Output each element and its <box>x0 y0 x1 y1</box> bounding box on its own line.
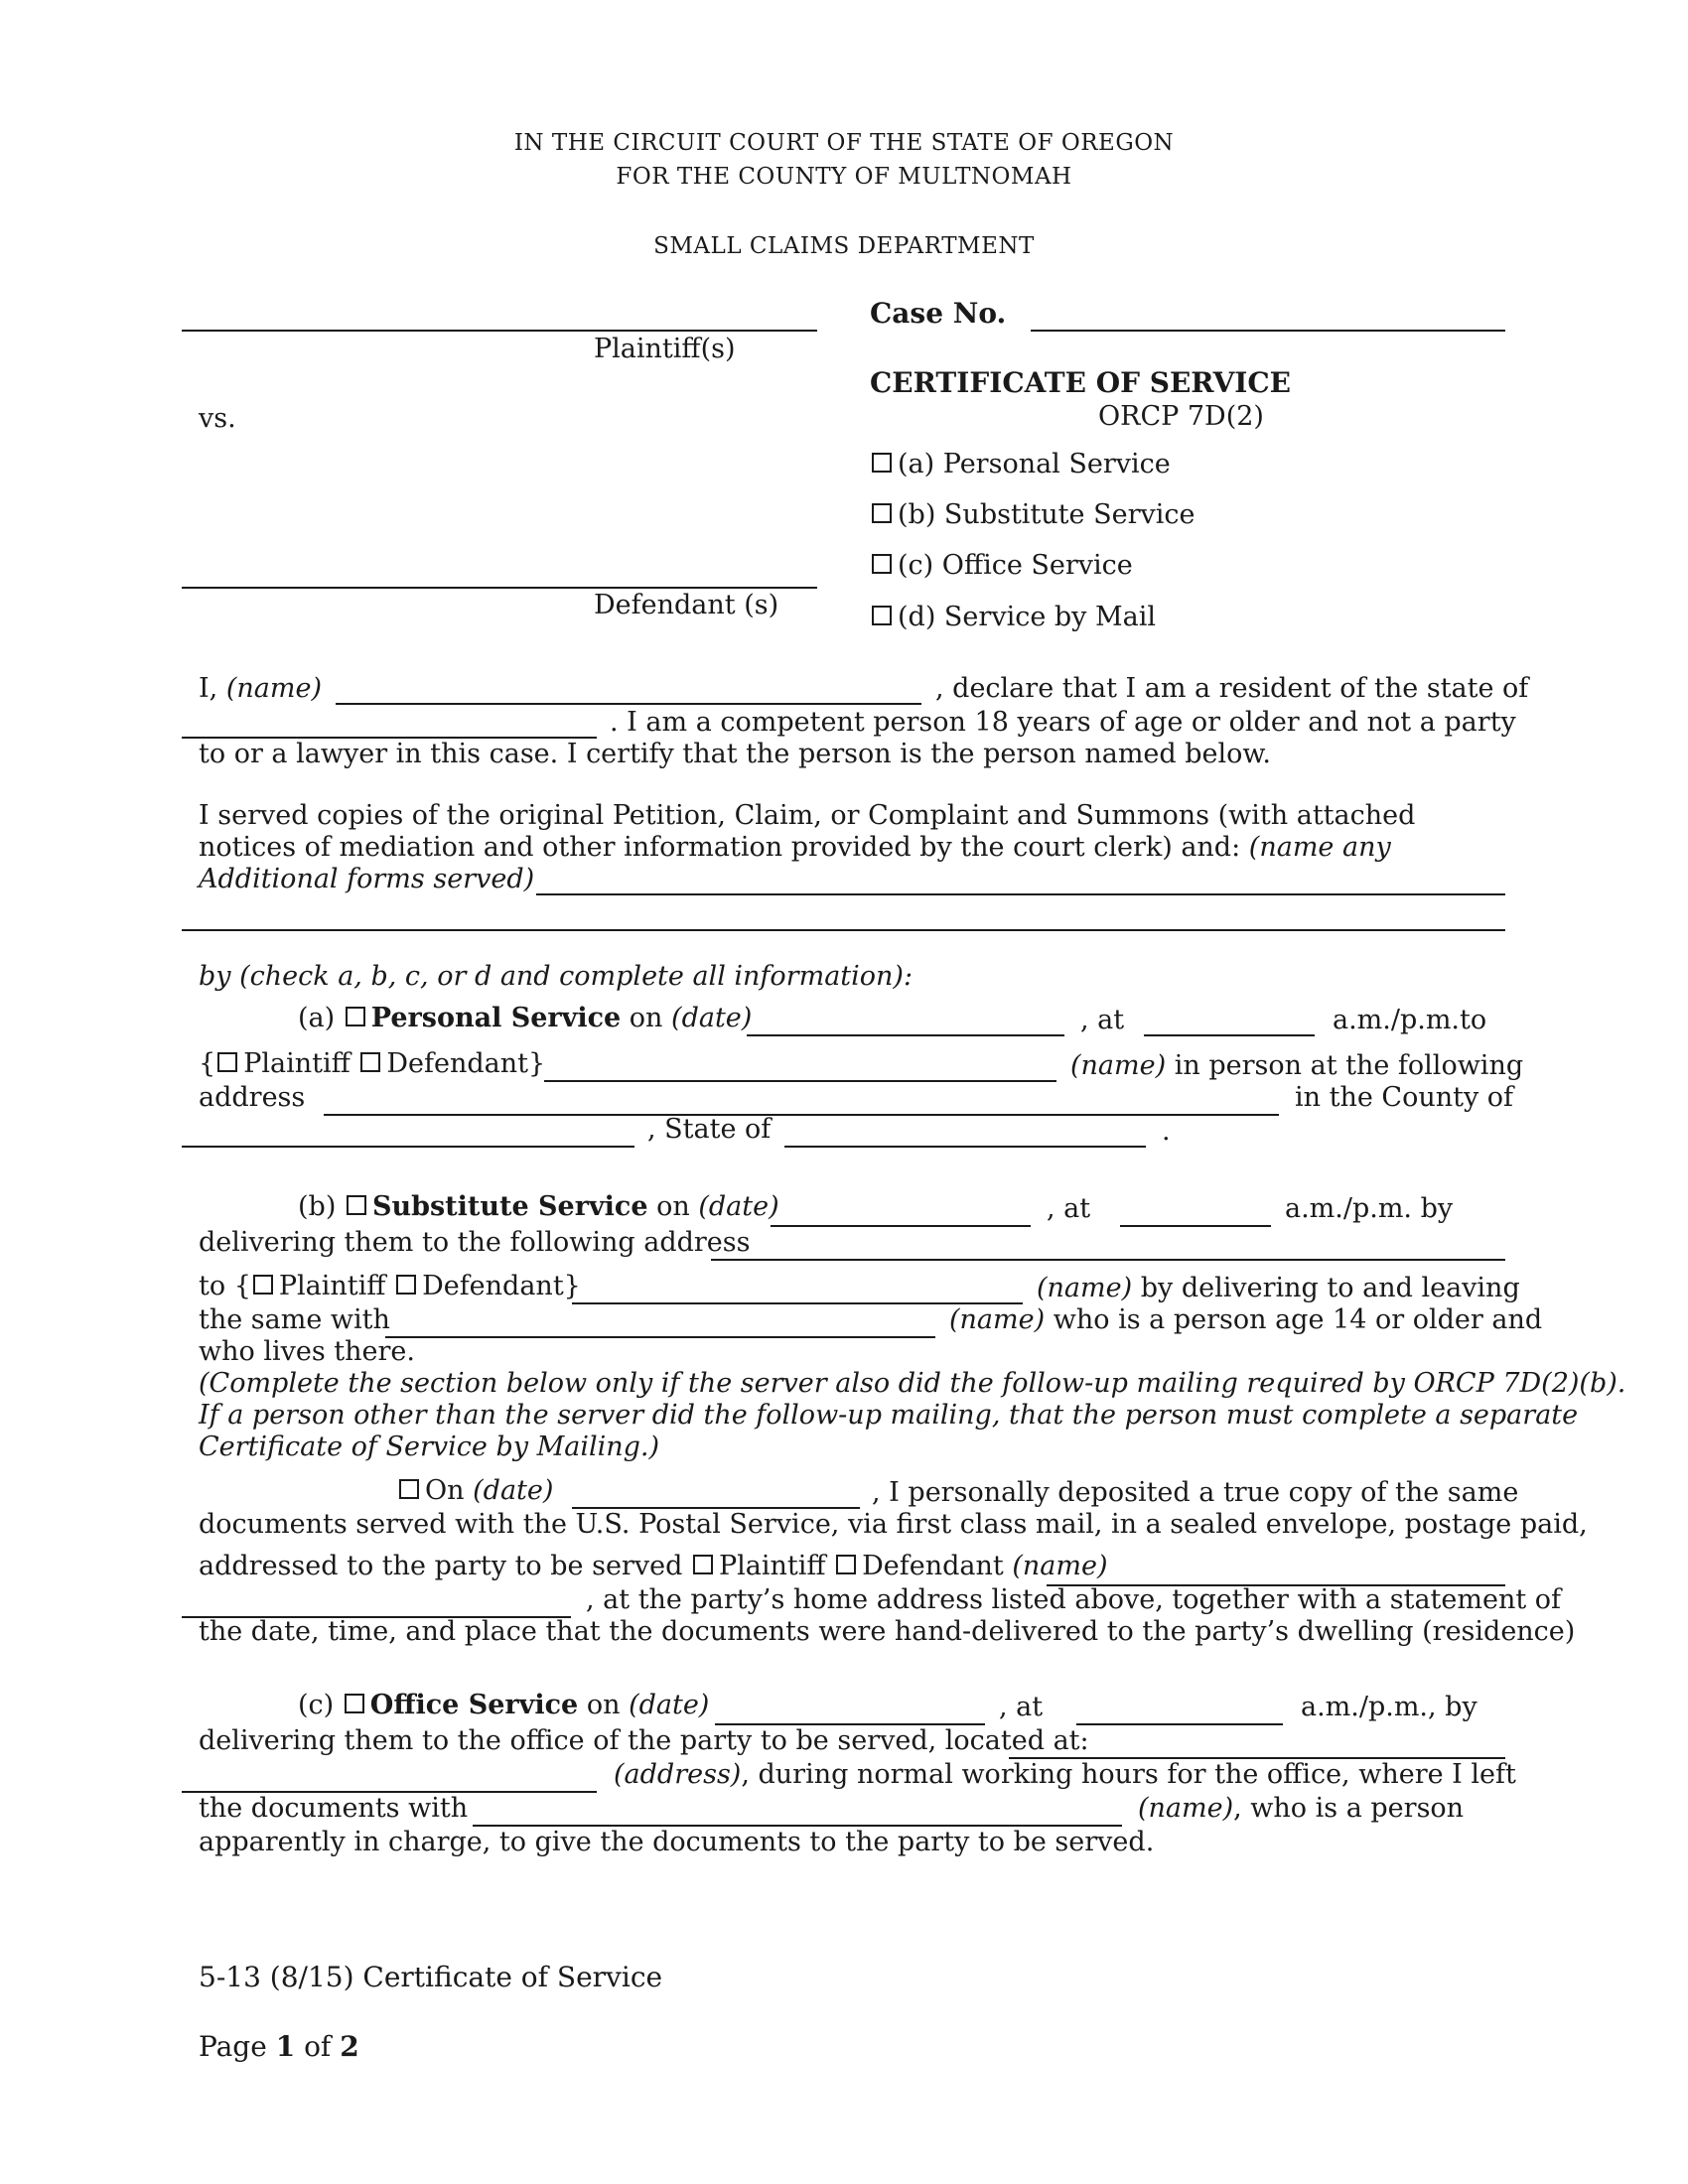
section-a-plaintiff-checkbox[interactable] <box>217 1052 237 1072</box>
option-mail: (d) Service by Mail <box>870 602 1156 633</box>
section-b-note-1: (Complete the section below only if the server also did the follow-up mailing required by ORCP 7D(2)(b). <box>199 1368 1626 1399</box>
defendant-label: Defendant (s) <box>594 590 779 620</box>
section-b-note-3: Certificate of Service by Mailing.) <box>199 1432 660 1462</box>
department-name: SMALL CLAIMS DEPARTMENT <box>653 233 1035 259</box>
section-c-line-3: (address), during normal working hours for the office, where I left <box>614 1759 1516 1790</box>
certificate-title: CERTIFICATE OF SERVICE <box>870 366 1292 399</box>
plaintiff-line[interactable] <box>182 330 817 332</box>
section-b-date-field[interactable] <box>771 1225 1031 1227</box>
section-b-checkbox[interactable] <box>347 1195 366 1215</box>
page-number: Page 1 of 2 <box>199 2030 359 2063</box>
section-c-ampm: a.m./p.m., by <box>1301 1692 1477 1722</box>
additional-forms-field[interactable] <box>536 893 1505 895</box>
section-b-recipient-field[interactable] <box>385 1336 935 1338</box>
checkbox-office[interactable] <box>872 554 892 574</box>
section-b-address-field[interactable] <box>711 1259 1505 1261</box>
section-b-lives: who lives there. <box>199 1336 415 1367</box>
declaration-text-1: , declare that I am a resident of the state of <box>935 673 1529 704</box>
section-b-delivering: delivering them to the following address <box>199 1227 751 1258</box>
by-instruction: by (check a, b, c, or d and complete all information): <box>199 961 914 992</box>
section-b-mail-text-1: , I personally deposited a true copy of the same <box>872 1477 1519 1508</box>
additional-forms-field-2[interactable] <box>182 929 1505 931</box>
served-text-3: Additional forms served) <box>199 864 535 894</box>
served-text-2: notices of mediation and other information provided by the court clerk) and: (name any <box>199 832 1391 863</box>
section-a-county-label: in the County of <box>1295 1082 1514 1113</box>
section-b-same-with: the same with <box>199 1304 390 1335</box>
checkbox-personal[interactable] <box>872 453 892 473</box>
rule-reference: ORCP 7D(2) <box>1098 401 1264 432</box>
section-a-party: { Plaintiff Defendant} <box>199 1048 546 1079</box>
section-a-date-field[interactable] <box>747 1034 1064 1036</box>
section-b-ampm: a.m./p.m. by <box>1285 1193 1454 1224</box>
section-a-defendant-checkbox[interactable] <box>360 1052 380 1072</box>
checkbox-mail[interactable] <box>872 606 892 625</box>
section-b-mail-checkbox[interactable] <box>399 1479 419 1499</box>
section-a-at: , at <box>1080 1005 1125 1035</box>
section-b-mail-text-3: addressed to the party to be served Plaintiff Defendant (name) <box>199 1551 1108 1581</box>
section-b-plaintiff-checkbox[interactable] <box>253 1275 273 1295</box>
section-a-county-field[interactable] <box>182 1146 634 1148</box>
checkbox-substitute[interactable] <box>872 503 892 523</box>
defendant-line[interactable] <box>182 587 817 589</box>
option-personal: (a) Personal Service <box>870 449 1171 480</box>
section-b-at: , at <box>1047 1193 1091 1224</box>
declaration-i: I, (name) <box>199 673 322 704</box>
section-a-address-field[interactable] <box>324 1114 1279 1116</box>
section-a-heading: (a) Personal Service on (date) <box>298 1003 753 1033</box>
section-a-in-person: (name) in person at the following <box>1070 1050 1524 1081</box>
section-b-mail-text-2: documents served with the U.S. Postal Service, via first class mail, in a sealed envelope, postage paid, <box>199 1509 1588 1540</box>
section-b-mail-on: On (date) <box>397 1475 553 1507</box>
section-c-time-field[interactable] <box>1076 1723 1283 1725</box>
section-a-period: . <box>1162 1116 1171 1147</box>
option-substitute: (b) Substitute Service <box>870 499 1195 531</box>
section-a-checkbox[interactable] <box>346 1007 365 1026</box>
declaration-text-2: . I am a competent person 18 years of age or older and not a party <box>610 707 1516 738</box>
declarant-name-field[interactable] <box>336 703 921 705</box>
section-c-line-2: delivering them to the office of the party to be served, located at: <box>199 1725 1089 1756</box>
county-name: FOR THE COUNTY OF MULTNOMAH <box>616 164 1072 190</box>
declaration-text-3: to or a lawyer in this case. I certify that the person is the person named below. <box>199 739 1271 769</box>
served-text-1: I served copies of the original Petition, Claim, or Complaint and Summons (with attached <box>199 800 1416 831</box>
section-a-ampm: a.m./p.m.to <box>1333 1005 1487 1035</box>
plaintiff-label: Plaintiff(s) <box>594 334 736 364</box>
section-b-note-2: If a person other than the server did the follow-up mailing, that the person must complete a separate <box>199 1400 1579 1431</box>
section-b-mail-text-4: , at the party’s home address listed above, together with a statement of <box>586 1584 1562 1615</box>
case-no-label: Case No. <box>870 297 1007 330</box>
section-b-age-text: (name) who is a person age 14 or older and <box>949 1304 1543 1335</box>
section-c-at: , at <box>999 1692 1044 1722</box>
section-b-mail-text-5: the date, time, and place that the documents were hand-delivered to the party’s dwelling (residence) <box>199 1616 1576 1647</box>
section-b-mail-defendant-checkbox[interactable] <box>836 1555 856 1574</box>
form-id: 5-13 (8/15) Certificate of Service <box>199 1961 663 1993</box>
section-a-address-label: address <box>199 1082 306 1113</box>
section-b-time-field[interactable] <box>1120 1225 1271 1227</box>
section-b-party: to { Plaintiff Defendant} <box>199 1271 581 1301</box>
section-c-heading: (c) Office Service on (date) <box>298 1690 710 1720</box>
section-b-leaving: (name) by delivering to and leaving <box>1037 1273 1520 1303</box>
section-c-checkbox[interactable] <box>345 1694 364 1713</box>
section-c-line-4b: (name), who is a person <box>1138 1793 1465 1824</box>
section-c-line-5: apparently in charge, to give the documents to the party to be served. <box>199 1827 1155 1857</box>
section-c-line-4: the documents with <box>199 1793 469 1824</box>
section-b-mail-plaintiff-checkbox[interactable] <box>693 1555 713 1574</box>
section-b-heading: (b) Substitute Service on (date) <box>298 1191 779 1222</box>
vs-label: vs. <box>199 403 236 434</box>
section-a-state-field[interactable] <box>784 1146 1146 1148</box>
section-a-name-field[interactable] <box>544 1080 1056 1082</box>
option-office: (c) Office Service <box>870 550 1133 582</box>
section-a-time-field[interactable] <box>1144 1034 1315 1036</box>
section-a-state-label: , State of <box>647 1114 772 1145</box>
court-name: IN THE CIRCUIT COURT OF THE STATE OF OREGON <box>513 130 1175 156</box>
section-b-defendant-checkbox[interactable] <box>396 1275 416 1295</box>
case-no-field[interactable] <box>1031 330 1505 332</box>
